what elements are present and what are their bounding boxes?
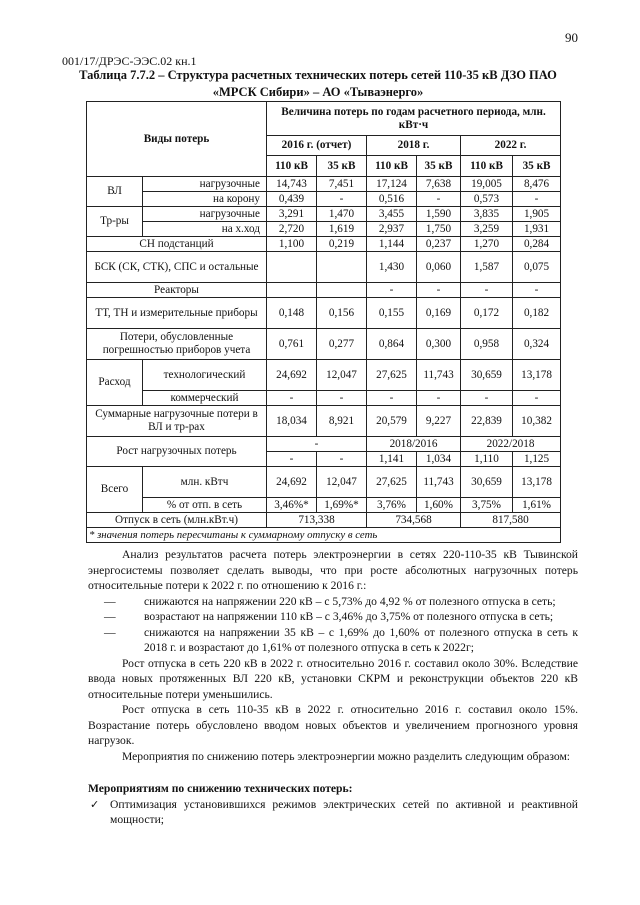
row-sublabel: нагрузочные [143, 177, 267, 192]
table-cell: - [267, 452, 317, 467]
table-cell: 8,921 [317, 406, 367, 437]
growth-period-2018-2016: 2018/2016 [367, 437, 461, 452]
table-cell: 0,075 [513, 252, 561, 283]
table-cell: - [461, 283, 513, 298]
table-cell: 30,659 [461, 467, 513, 498]
table-cell: 0,284 [513, 237, 561, 252]
page-number: 90 [565, 30, 578, 45]
list-item [88, 797, 578, 828]
table-cell: 0,172 [461, 298, 513, 329]
table-cell: - [367, 391, 417, 406]
table-row [87, 222, 561, 237]
table-cell: 1,750 [417, 222, 461, 237]
table-cell: 3,76% [367, 498, 417, 513]
table-cell [267, 283, 317, 298]
table-cell: 27,625 [367, 467, 417, 498]
table-cell: - [367, 283, 417, 298]
table-cell: 1,034 [417, 452, 461, 467]
table-row [87, 192, 561, 207]
dash-bullet: — [104, 610, 116, 623]
table-cell: 24,692 [267, 360, 317, 391]
table-note-row [87, 528, 561, 543]
table-cell: 1,100 [267, 237, 317, 252]
header-voltage: 110 кВ [367, 156, 417, 177]
table-cell: 0,155 [367, 298, 417, 329]
table-cell: - [417, 283, 461, 298]
list-item-text: снижаются на напряжении 220 кВ – с 5,73% до 4,92 % от полезного отпуска в сеть; [144, 594, 556, 608]
table-cell: 0,573 [461, 192, 513, 207]
table-cell: 734,568 [367, 513, 461, 528]
table-cell: 817,580 [461, 513, 561, 528]
list-item-text: Оптимизация установившихся режимов электрических сетей по активной и реактивной мощности; [110, 797, 578, 826]
table-title-line1: Таблица 7.7.2 – Структура расчетных технических потерь сетей 110-35 кВ ДЗО ПАО [79, 68, 557, 82]
table-row [87, 283, 561, 298]
header-voltage: 110 кВ [267, 156, 317, 177]
dash-bullet: — [104, 594, 116, 608]
table-cell: 1,590 [417, 207, 461, 222]
table-cell: - [513, 391, 561, 406]
row-group-label: ВЛ [87, 177, 143, 207]
table-row [87, 329, 561, 360]
table-cell: 1,110 [461, 452, 513, 467]
table-cell: 0,182 [513, 298, 561, 329]
table-cell: - [461, 391, 513, 406]
table-cell: 9,227 [417, 406, 461, 437]
header-loss-types: Виды потерь [87, 102, 267, 177]
row-label: Потери, обусловленные погрешностью приборов учета [87, 329, 267, 360]
row-group-label: Расход [87, 360, 143, 406]
list-item [88, 609, 578, 625]
table-cell: 0,169 [417, 298, 461, 329]
list-item [88, 625, 578, 656]
table-cell [267, 252, 317, 283]
analysis-text [88, 547, 578, 764]
table-cell [317, 252, 367, 283]
table-cell: 22,839 [461, 406, 513, 437]
dash-bullet: — [104, 625, 116, 639]
row-label: ТТ, ТН и измерительные приборы [87, 298, 267, 329]
table-cell: 1,125 [513, 452, 561, 467]
table-cell: 713,338 [267, 513, 367, 528]
table-cell: 3,75% [461, 498, 513, 513]
table-cell: 2,937 [367, 222, 417, 237]
table-cell: - [317, 391, 367, 406]
table-row [87, 252, 561, 283]
table-cell: 18,034 [267, 406, 317, 437]
table-cell: 13,178 [513, 360, 561, 391]
table-cell: 11,743 [417, 360, 461, 391]
table-row [87, 360, 561, 391]
table-cell: 2,720 [267, 222, 317, 237]
table-cell: 13,178 [513, 467, 561, 498]
table-cell [317, 283, 367, 298]
table-cell: 8,476 [513, 177, 561, 192]
row-group-label: Тр-ры [87, 207, 143, 237]
table-cell: 10,382 [513, 406, 561, 437]
table-row [87, 177, 561, 192]
header-year-2016: 2016 г. (отчет) [267, 136, 367, 156]
table-cell: - [267, 437, 367, 452]
table-cell: 1,60% [417, 498, 461, 513]
table-row [87, 298, 561, 329]
table-cell: 0,864 [367, 329, 417, 360]
table-cell: 0,237 [417, 237, 461, 252]
paragraph: Рост отпуска в сеть 220 кВ в 2022 г. относительно 2016 г. составил около 30%. Вследствие ввода новых протяженных ВЛ 220 кВ, установки СКРМ и реконструкции объектов 220 кВ относительные потери уменьшились. [88, 656, 578, 701]
table-cell: 3,259 [461, 222, 513, 237]
table-cell: 3,291 [267, 207, 317, 222]
table-cell: 11,743 [417, 467, 461, 498]
checkmark-icon: ✓ [90, 797, 100, 811]
paragraph: Мероприятия по снижению потерь электроэнергии можно разделить следующим образом: [122, 749, 571, 763]
header-voltage: 35 кВ [513, 156, 561, 177]
table-cell: - [417, 391, 461, 406]
table-cell: 1,141 [367, 452, 417, 467]
table-cell: 0,060 [417, 252, 461, 283]
list-item-text: возрастают на напряжении 110 кВ – с 3,46% до 3,75% от полезного отпуска в сеть; [144, 610, 554, 623]
table-title [62, 67, 574, 101]
table-cell: 12,047 [317, 467, 367, 498]
list-item [88, 594, 578, 610]
table-cell: 7,451 [317, 177, 367, 192]
table-row [87, 406, 561, 437]
header-loss-values: Величина потерь по годам расчетного периода, млн. кВт·ч [267, 102, 561, 136]
list-item-text: снижаются на напряжении 35 кВ – с 1,69% до 1,60% от полезного отпуска в сеть к 2018 г. и возрастают до 1,61% от полезного отпуска в сеть к 2022г; [144, 625, 578, 654]
table-cell: 0,439 [267, 192, 317, 207]
row-sublabel: коммерческий [143, 391, 267, 406]
row-sublabel: на корону [143, 192, 267, 207]
table-cell: - [267, 391, 317, 406]
table-cell: 12,047 [317, 360, 367, 391]
table-cell: - [513, 192, 561, 207]
document-code: 001/17/ДРЭС-ЭЭС.02 кн.1 [62, 54, 197, 68]
header-voltage: 35 кВ [417, 156, 461, 177]
table-cell: - [417, 192, 461, 207]
table-cell: 3,455 [367, 207, 417, 222]
growth-period-2022-2018: 2022/2018 [461, 437, 561, 452]
header-voltage: 110 кВ [461, 156, 513, 177]
table-cell: 1,430 [367, 252, 417, 283]
row-sublabel: % от отп. в сеть [143, 498, 267, 513]
row-label: Рост нагрузочных потерь [87, 437, 267, 467]
table-row [87, 391, 561, 406]
table-cell: 19,005 [461, 177, 513, 192]
paragraph: Анализ результатов расчета потерь электроэнергии в сетях 220-110-35 кВ Тывинской энергосистемы позволяет сделать выводы, что при росте абсолютных нагрузочных потерь относительные потери к 2022 г. по отношению к 2016 г.: [88, 548, 578, 592]
row-label: Отпуск в сеть (млн.кВт.ч) [87, 513, 267, 528]
table-cell: 0,761 [267, 329, 317, 360]
table-cell: 27,625 [367, 360, 417, 391]
row-sublabel: на х.ход [143, 222, 267, 237]
measures-section [88, 781, 578, 828]
row-sublabel: технологический [143, 360, 267, 391]
paragraph: Рост отпуска в сеть 110-35 кВ в 2022 г. относительно 2016 г. составил около 15%. Возрастание потерь обусловлено вводом новых объектов и увеличением прогнозного уровня нагрузок. [88, 703, 578, 747]
table-cell: 1,69%* [317, 498, 367, 513]
header-year-2018: 2018 г. [367, 136, 461, 156]
table-cell: 0,300 [417, 329, 461, 360]
table-cell: 0,277 [317, 329, 367, 360]
row-label: Реакторы [87, 283, 267, 298]
table-cell: 1,470 [317, 207, 367, 222]
table-cell: 3,46%* [267, 498, 317, 513]
table-cell: 0,324 [513, 329, 561, 360]
table-cell: 3,835 [461, 207, 513, 222]
table-cell: 0,156 [317, 298, 367, 329]
row-sublabel: млн. кВтч [143, 467, 267, 498]
row-label: СН подстанций [87, 237, 267, 252]
losses-table [86, 101, 561, 543]
table-cell: 1,587 [461, 252, 513, 283]
row-label: БСК (СК, СТК), СПС и остальные [87, 252, 267, 283]
header-year-2022: 2022 г. [461, 136, 561, 156]
row-sublabel: нагрузочные [143, 207, 267, 222]
row-group-label: Всего [87, 467, 143, 513]
table-cell: - [317, 192, 367, 207]
table-cell: 24,692 [267, 467, 317, 498]
table-cell: 17,124 [367, 177, 417, 192]
table-row [87, 437, 561, 452]
table-cell: 30,659 [461, 360, 513, 391]
table-cell: - [513, 283, 561, 298]
table-cell: 1,61% [513, 498, 561, 513]
table-row [87, 237, 561, 252]
table-title-line2: «МРСК Сибири» – АО «Тываэнерго» [212, 85, 424, 99]
table-row [87, 467, 561, 498]
table-cell: 0,516 [367, 192, 417, 207]
table-cell: - [317, 452, 367, 467]
table-cell: 0,958 [461, 329, 513, 360]
table-cell: 1,905 [513, 207, 561, 222]
row-label: Суммарные нагрузочные потери в ВЛ и тр-рах [87, 406, 267, 437]
table-cell: 0,219 [317, 237, 367, 252]
table-cell: 14,743 [267, 177, 317, 192]
table-cell: 1,144 [367, 237, 417, 252]
table-row [87, 513, 561, 528]
table-cell: 1,931 [513, 222, 561, 237]
table-footnote: * значения потерь пересчитаны к суммарному отпуску в сеть [87, 528, 561, 543]
table-cell: 1,619 [317, 222, 367, 237]
header-voltage: 35 кВ [317, 156, 367, 177]
table-cell: 7,638 [417, 177, 461, 192]
table-cell: 0,148 [267, 298, 317, 329]
table-cell: 1,270 [461, 237, 513, 252]
table-cell: 20,579 [367, 406, 417, 437]
table-row [87, 498, 561, 513]
table-row [87, 207, 561, 222]
section-heading: Мероприятиям по снижению технических потерь: [88, 782, 353, 795]
